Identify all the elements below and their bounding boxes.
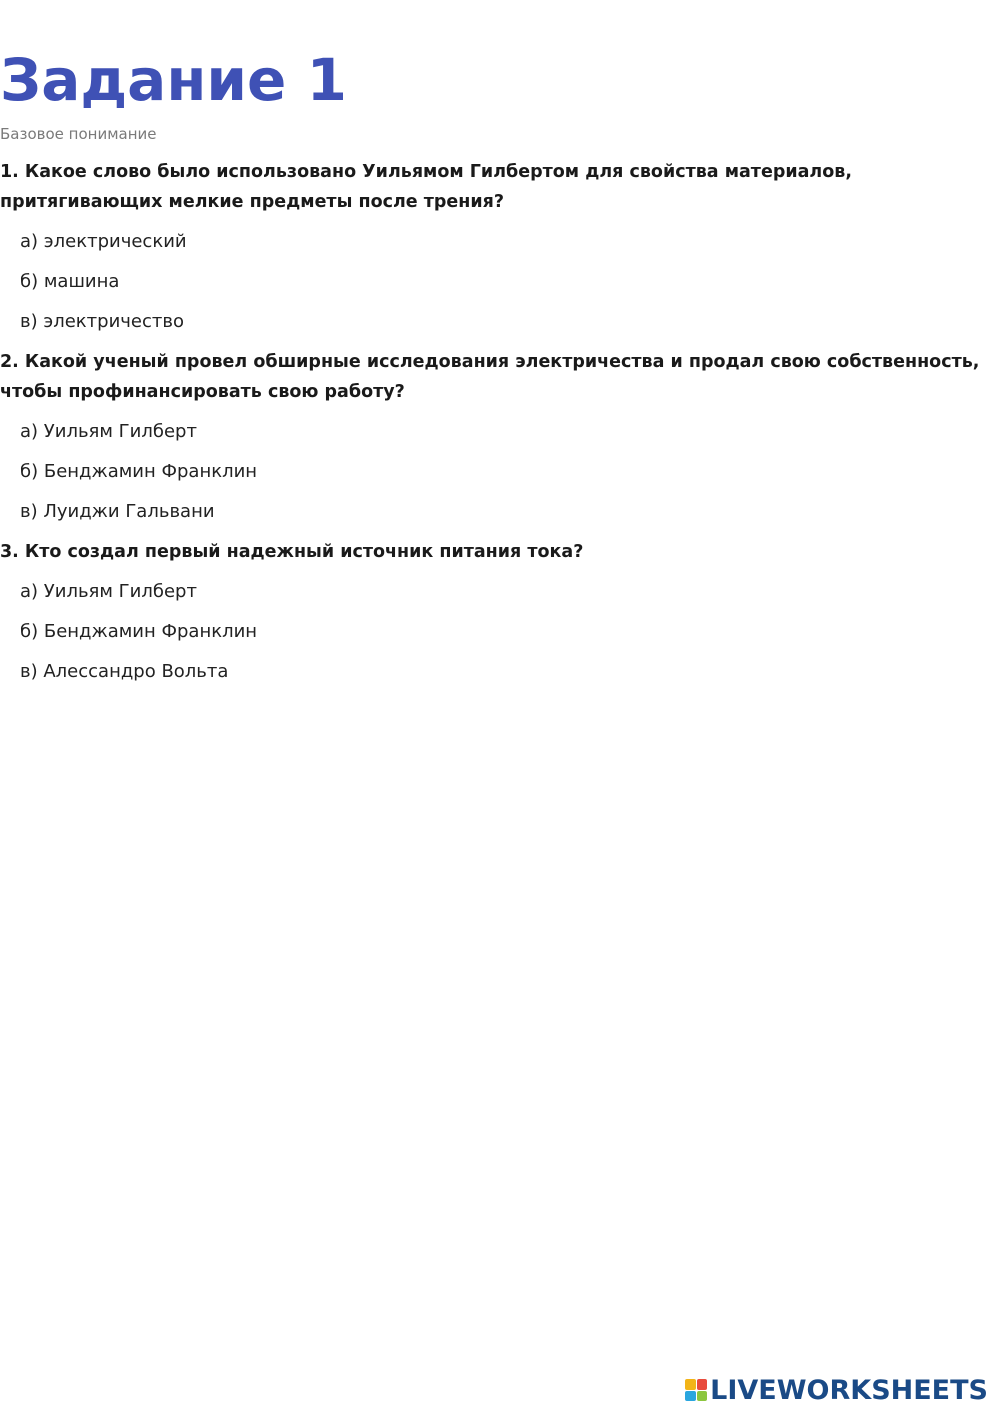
answer-option[interactable]: а) электрический [20,231,187,252]
answer-option[interactable]: а) Уильям Гилберт [20,421,197,442]
logo-tile [685,1379,696,1390]
answer-options [0,412,1000,532]
logo-tile [697,1379,708,1390]
page-subtitle: Базовое понимание [0,125,157,143]
liveworksheets-logo-icon [685,1379,707,1401]
question-3 [0,537,1000,692]
answer-option[interactable]: а) Уильям Гилберт [20,581,197,602]
question-text: 1. Какое слово было использовано Уильямом Гилбертом для свойства материалов, притягивающих мелкие предметы после трения? [0,162,852,212]
question-text: 3. Кто создал первый надежный источник питания тока? [0,542,584,562]
question-text: 2. Какой ученый провел обширные исследования электричества и продал свою собственность, чтобы профинансировать свою работу? [0,352,980,402]
answer-options [0,222,1000,342]
answer-option[interactable]: в) Луиджи Гальвани [20,501,215,522]
answer-option[interactable]: в) электричество [20,311,185,332]
page-title: Задание 1 [0,46,347,114]
liveworksheets-logo[interactable] [685,1370,988,1410]
logo-tile [685,1391,696,1402]
answer-options [0,572,1000,692]
logo-tile [697,1391,708,1402]
question-2 [0,347,1000,532]
answer-option[interactable]: б) Бенджамин Франклин [20,621,258,642]
answer-option[interactable]: в) Алессандро Вольта [20,661,229,682]
answer-option[interactable]: б) машина [20,271,120,292]
question-1 [0,157,1000,342]
questions-list [0,157,1000,697]
brand-name: LIVEWORKSHEETS [710,1374,988,1406]
answer-option[interactable]: б) Бенджамин Франклин [20,461,258,482]
